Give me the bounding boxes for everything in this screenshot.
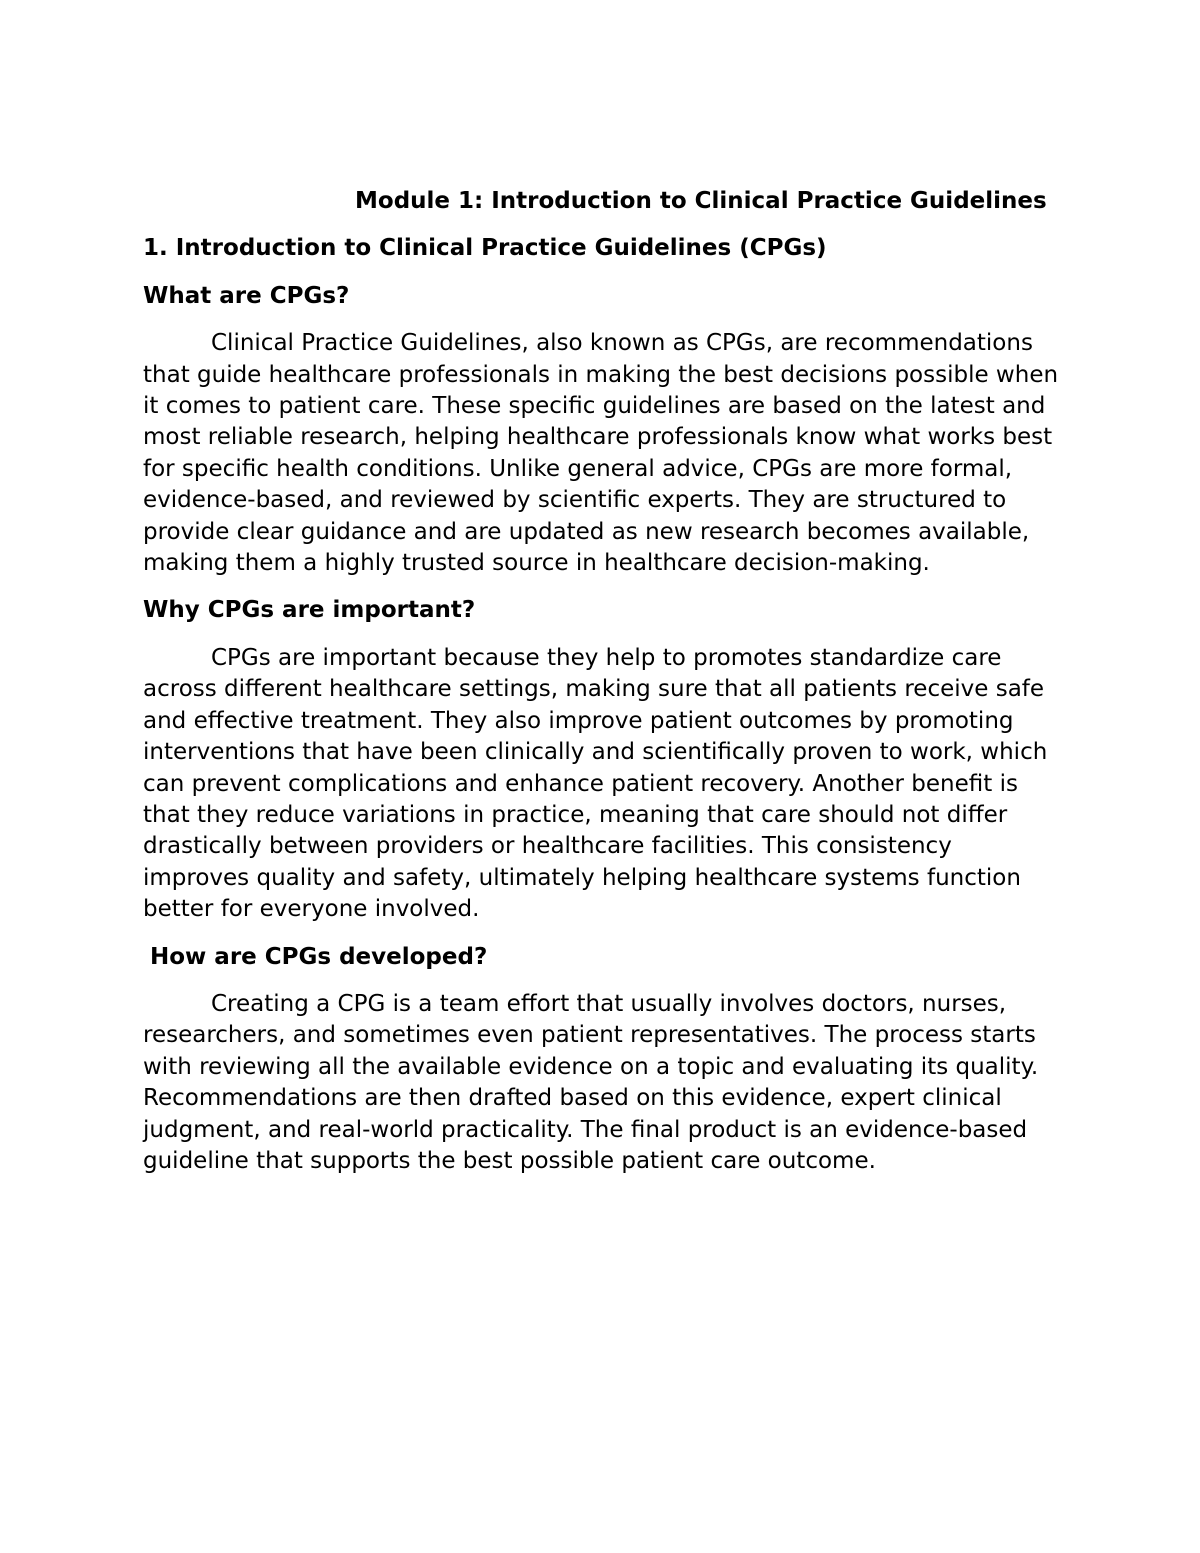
subheading-what-are-cpgs: What are CPGs? — [143, 282, 350, 309]
paragraph-why-cpgs-important: CPGs are important because they help to promotes standardize care across different healthcare settings, making sure that all patients receive safe and effective treatment. They also improve patient outcomes by promoting interventions that have been clinically and scientifically proven to work, which can prevent complications and enhance patient recovery. Another benefit is that they reduce variations in practice, meaning that care should not differ drastically between providers or healthcare facilities. This consistency improves quality and safety, ultimately helping healthcare systems function better for everyone involved. — [143, 644, 1048, 923]
paragraph-what-are-cpgs: Clinical Practice Guidelines, also known as CPGs, are recommendations that guide healthcare professionals in making the best decisions possible when it comes to patient care. These specific guidelines are based on the latest and most reliable research, helping healthcare professionals know what works best for specific health conditions. Unlike general advice, CPGs are more formal, evidence-based, and reviewed by scientific experts. They are structured to provide clear guidance and are updated as new research becomes available, making them a highly trusted source in healthcare decision-making. — [143, 330, 1059, 577]
subheading-how-cpgs-developed: How are CPGs developed? — [150, 943, 488, 970]
subheading-why-cpgs-important: Why CPGs are important? — [143, 597, 476, 624]
section-heading: 1. Introduction to Clinical Practice Guidelines (CPGs) — [143, 235, 827, 262]
paragraph-how-cpgs-developed: Creating a CPG is a team effort that usually involves doctors, nurses, researchers, and sometimes even patient representatives. The process starts with reviewing all the available evidence on a topic and evaluating its quality. Recommendations are then drafted based on this evidence, expert clinical judgment, and real-world practicality. The final product is an evidence-based guideline that supports the best possible patient care outcome. — [143, 990, 1039, 1174]
document-page — [143, 186, 1063, 1177]
document-title: Module 1: Introduction to Clinical Practice Guidelines — [355, 188, 1047, 214]
